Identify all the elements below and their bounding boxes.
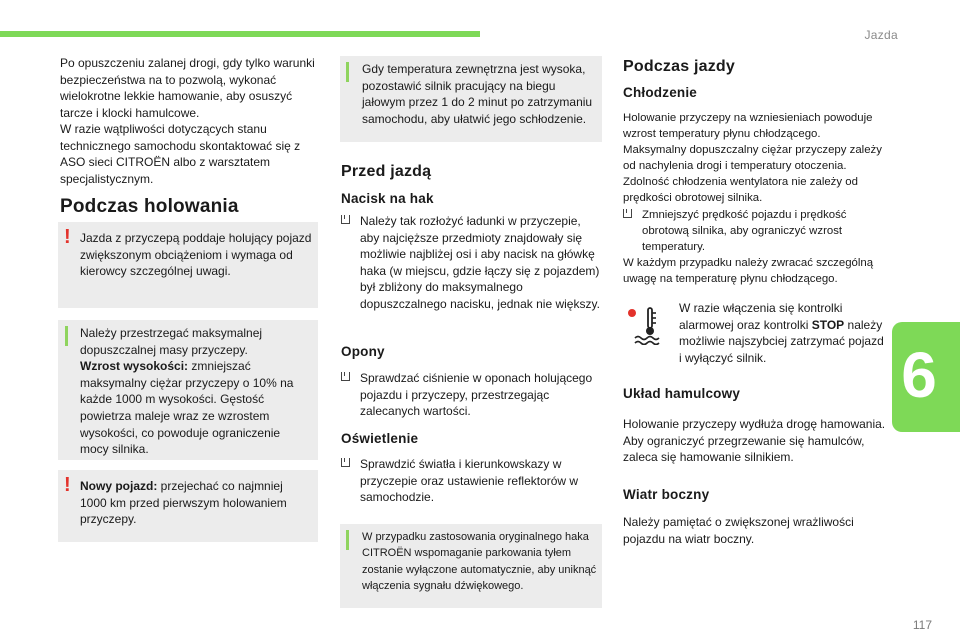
cooling-paragraph-2: Maksymalny dopuszczalny ciężar przyczepy zależy od nachylenia drogi i temperatury otoczenia. Zdolność chłodzenia wentylatora nie zależy od prędkości obrotowej silnika. (623, 144, 882, 204)
intro-paragraph-2: W razie wątpliwości dotyczących stanu technicznego samochodu skontaktować się z ASO sieci CITROËN albo z warsztatem specjalistycznym. (60, 122, 301, 186)
heading-towing: Podczas holowania (60, 196, 239, 217)
info-box-top (340, 56, 602, 142)
chapter-number: 6 (901, 339, 937, 411)
heading-while-driving: Podczas jazdy (623, 58, 735, 75)
info-icon (346, 62, 349, 82)
list-item: Sprawdzić światła i kierunkowskazy w przyczepie oraz ustawienie reflektorów w samochodzie. (341, 456, 603, 506)
section-title: Jazda (864, 28, 898, 42)
header-accent-bar (0, 31, 480, 37)
list-item: Zmniejszyć prędkość pojazdu i prędkość obrotową silnika, aby ograniczyć wzrost temperatury. (623, 207, 889, 255)
subheading-crosswind: Wiatr boczny (623, 487, 710, 502)
info-text-top: Gdy temperatura zewnętrzna jest wysoka, pozostawić silnik pracujący na biegu jałowym przez 1 do 2 minut po zatrzymaniu samochodu, aby ułatwić jego schłodzenie. (362, 62, 593, 126)
cooling-paragraph-1: Holowanie przyczepy na wzniesieniach powoduje wzrost temperatury płynu chłodzącego. (623, 112, 873, 140)
subheading-cooling: Chłodzenie (623, 85, 698, 100)
coolant-temperature-warning-icon (627, 305, 667, 345)
warning-lamp-text: W razie włączenia się kontrolki alarmowej oraz kontrolki STOP należy możliwie najszybciej zatrzymać pojazd i wyłączyć silnik. (679, 301, 884, 365)
heading-before-driving: Przed jazdą (341, 163, 432, 180)
checkbox-bullet-icon (341, 458, 350, 467)
subheading-braking: Układ hamulcowy (623, 386, 741, 401)
info-icon (346, 530, 349, 550)
info-text-bottom: W przypadku zastosowania oryginalnego haka CITROËN wspomaganie parkowania tyłem zostanie wyłączone automatycznie, aby uniknąć włączenia sygnału dźwiękowego. (362, 531, 597, 593)
warning-text-1: Jazda z przyczepą poddaje holujący pojazd zwiększonym obciążeniom i wymaga od kierowcy szczególnej uwagi. (80, 231, 312, 279)
checkbox-bullet-icon (341, 215, 350, 224)
list-item: Sprawdzać ciśnienie w oponach holującego pojazdu i przyczepy, przestrzegając zalecanych wartości. (341, 370, 603, 420)
info-box-1 (58, 320, 318, 460)
checkbox-bullet-icon (341, 372, 350, 381)
cooling-paragraph-3: W każdym przypadku należy zwracać szczególną uwagę na temperaturę płynu chłodzącego. (623, 257, 874, 285)
warning-icon: ! (64, 226, 71, 248)
crosswind-paragraph: Należy pamiętać o zwiększonej wrażliwości pojazdu na wiatr boczny. (623, 515, 854, 546)
warning-icon: ! (64, 474, 71, 496)
braking-paragraph: Holowanie przyczepy wydłuża drogę hamowania. Aby ograniczyć przegrzewanie się hamulców, zaleca się hamowanie silnikiem. (623, 417, 886, 465)
info-icon (65, 326, 68, 346)
info-text-1: Należy przestrzegać maksymalnej dopuszczalnej masy przyczepy. Wzrost wysokości: zmniejszać maksymalny ciężar przyczepy o 10% na każde 1000 m wysokości. Gęstość powietrza maleje wraz ze wzrostem wysokości, co powoduje ograniczenie mocy silnika. (80, 326, 294, 457)
warning-text-2: Nowy pojazd: przejechać co najmniej 1000 km przed pierwszym holowaniem przyczepy. (80, 479, 287, 527)
page-number: 117 (912, 618, 932, 632)
warning-box-2 (58, 470, 318, 542)
subheading-hitch-load: Nacisk na hak (341, 191, 434, 206)
checkbox-bullet-icon (623, 209, 632, 218)
warning-box-1 (58, 222, 318, 308)
intro-paragraph: Po opuszczeniu zalanej drogi, gdy tylko warunki bezpieczeństwa na to pozwolą, wykonać wielokrotne lekkie hamowanie, aby osuszyć tarcze i klocki hamulcowe. (60, 56, 315, 120)
list-item: Należy tak rozłożyć ładunki w przyczepie, aby najcięższe przedmioty znajdowały się możliwie najbliżej osi i aby nacisk na główkę haka (w miejscu, gdzie łączy się z pojazdem) był zbliżony do maksymalnego dopuszczalnego nacisku, jednak nie większy. (341, 213, 603, 313)
subheading-tyres: Opony (341, 344, 385, 359)
subheading-lighting: Oświetlenie (341, 431, 419, 446)
info-box-bottom (340, 524, 602, 608)
chapter-tab (892, 322, 960, 432)
